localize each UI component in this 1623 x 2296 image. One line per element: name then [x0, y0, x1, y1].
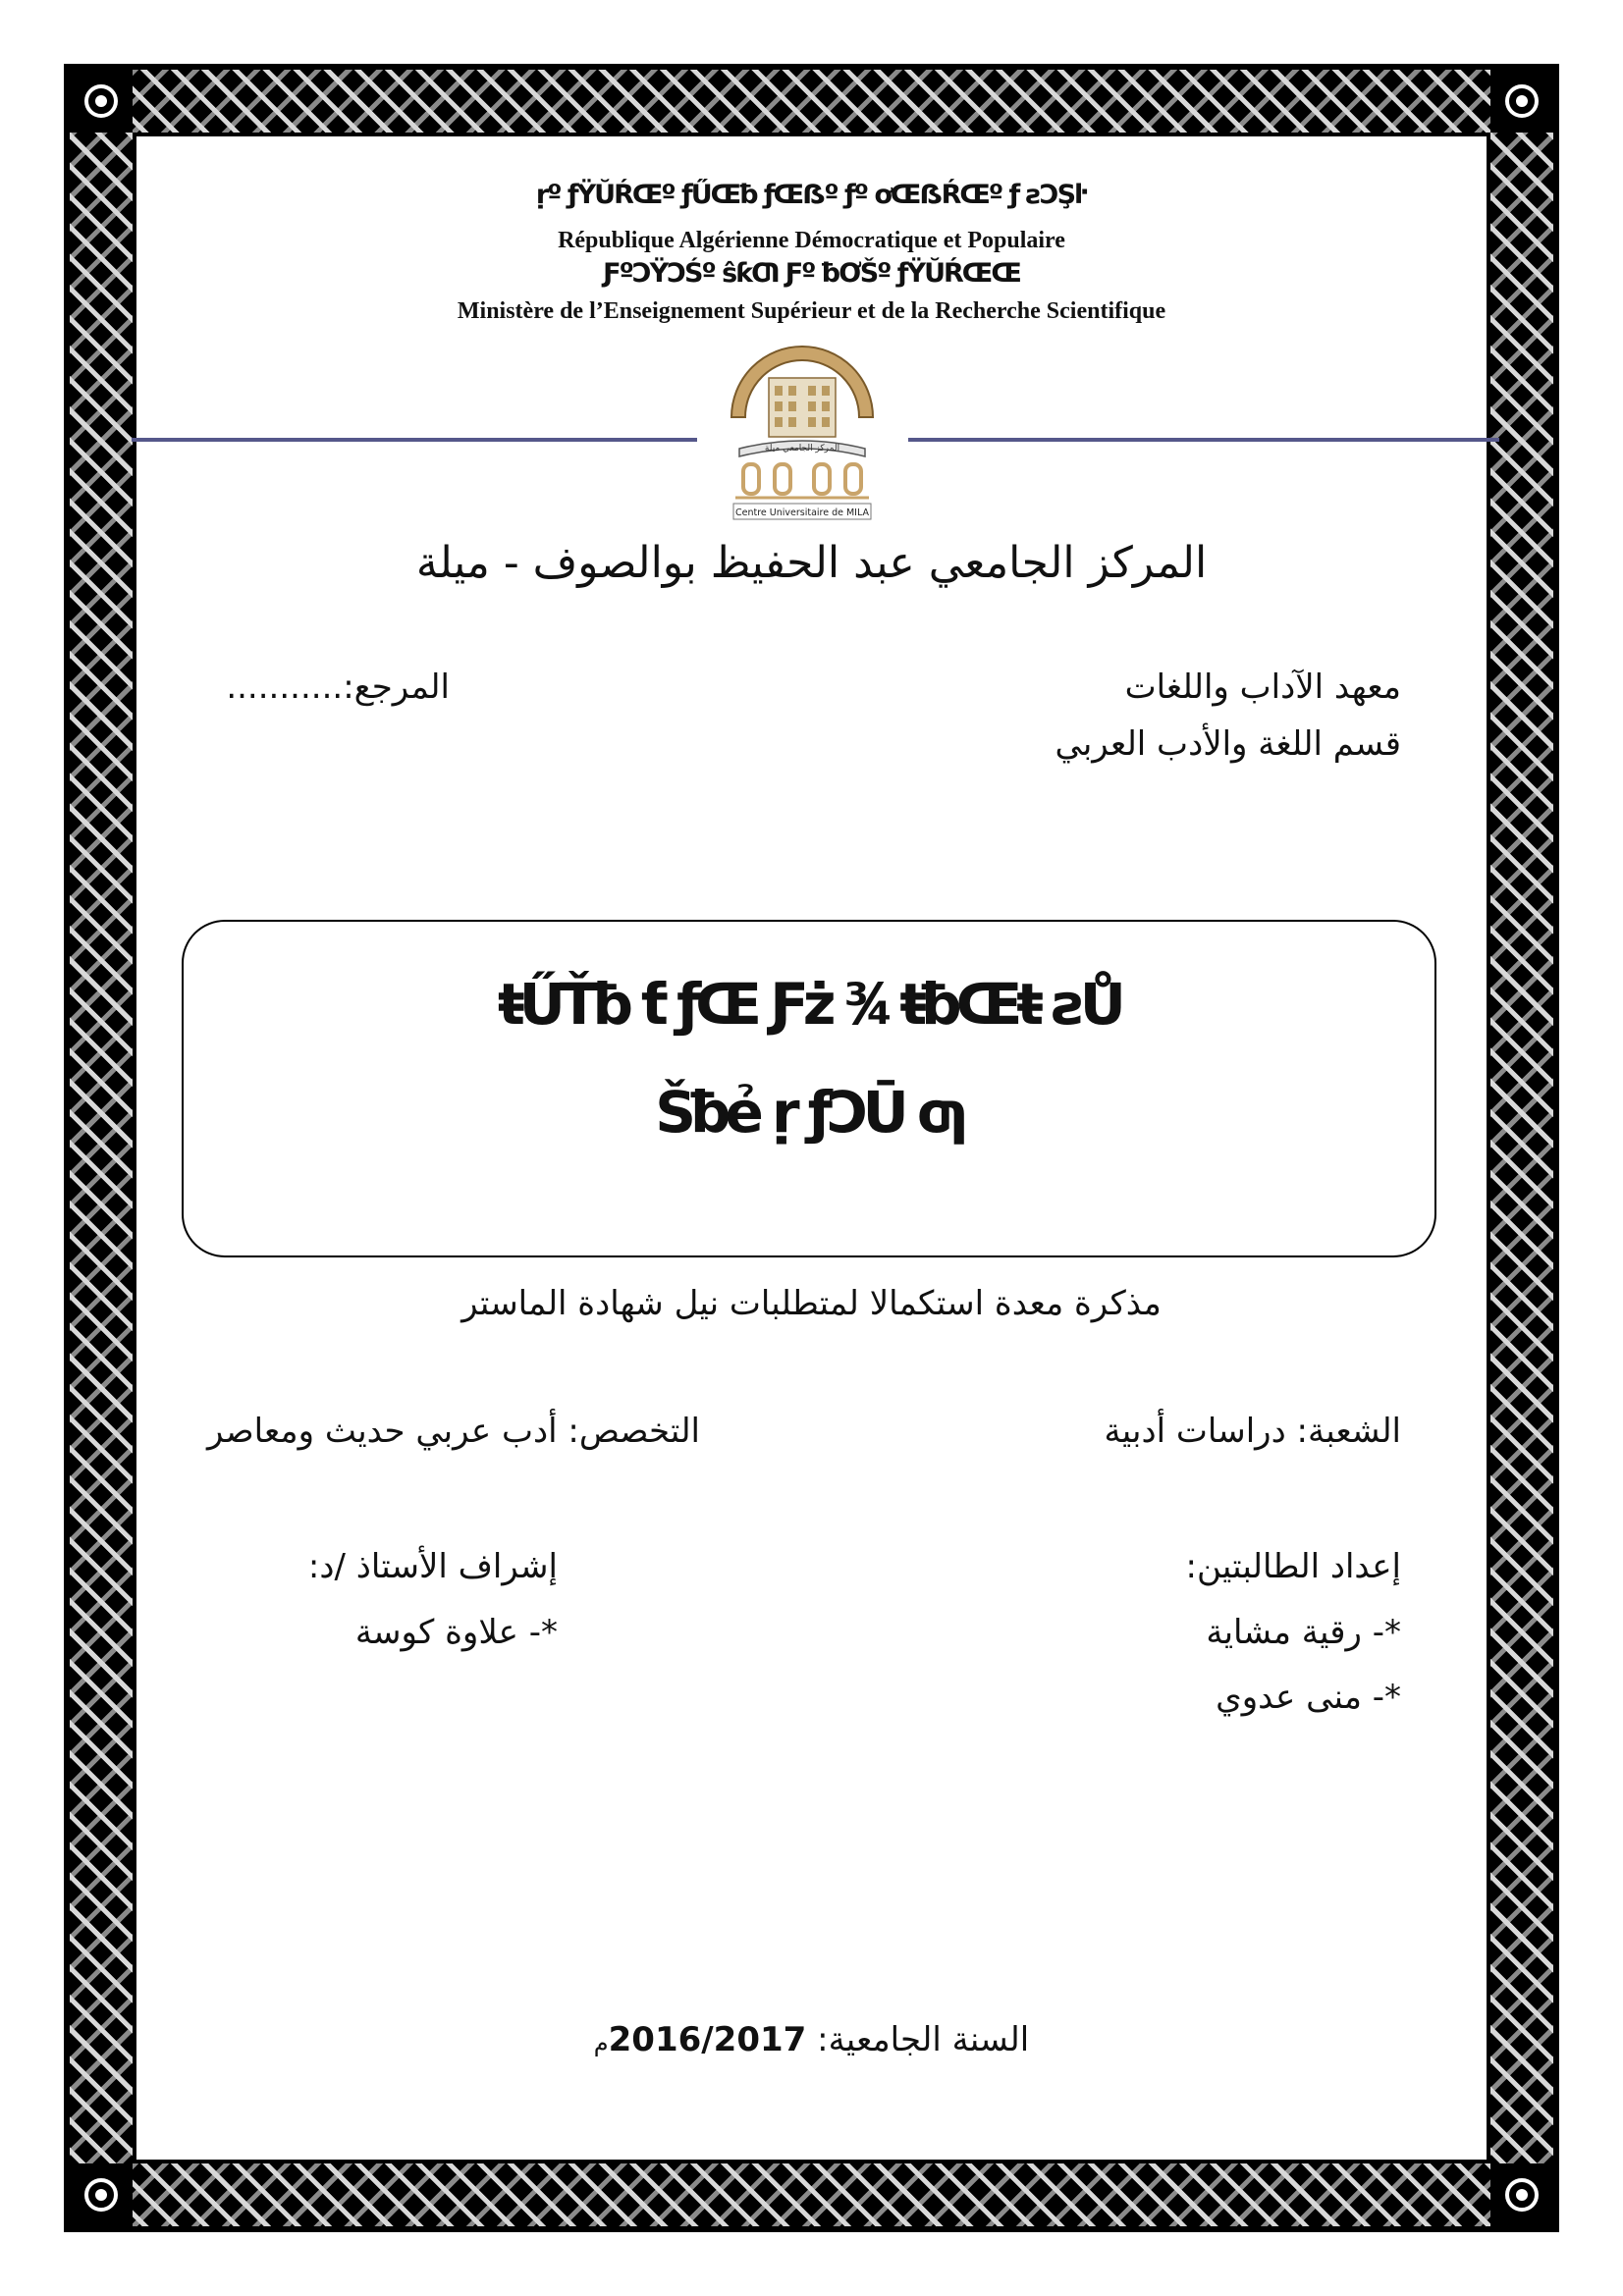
border-rope-bottom [70, 2163, 1553, 2226]
specialty-label: التخصص: أدب عربي حديث ومعاصر [206, 1412, 700, 1451]
corner-ornament-icon [1490, 70, 1553, 133]
academic-year-value: 2016/2017 [608, 2020, 807, 2059]
corner-ornament-icon [70, 2163, 133, 2226]
reference-number: المرجع:........... [226, 667, 450, 707]
university-logo [720, 339, 885, 523]
institute-name: معهد الآداب واللغات [1124, 667, 1401, 707]
header-rule-right [908, 438, 1499, 442]
supervisor-label: إشراف الأستاذ /د: [307, 1547, 558, 1586]
thesis-title-box [182, 920, 1436, 1257]
branch-label: الشعبة: دراسات أدبية [1104, 1412, 1401, 1451]
academic-year [0, 2020, 1623, 2059]
corner-ornament-icon [1490, 2163, 1553, 2226]
country-name-french: République Algérienne Démocratique et Populaire [558, 228, 1065, 253]
ministry-name-arabic: ƑºƆŸƆŚº ŝƙƢ Ƒº ƀƠŠº ƒŸŬŔŒŒ [603, 258, 1020, 289]
department-name: قسم اللغة والأدب العربي [1055, 724, 1401, 764]
supervisor-name: *- علاوة كوسة [354, 1613, 558, 1652]
logo-arabic-text: المركز الجامعي ميلة [764, 444, 840, 454]
border-rope-right [1490, 70, 1553, 2226]
ministry-name-french: Ministère de l’Enseignement Supérieur et de la Recherche Scientifique [457, 298, 1166, 324]
header-rule-left [132, 438, 697, 442]
logo-caption: Centre Universitaire de MILA [734, 507, 870, 518]
memo-description: مذكرة معدة استكمالا لمتطلبات نيل شهادة الماستر [461, 1284, 1162, 1323]
center-name: المركز الجامعي عبد الحفيظ بوالصوف - ميلة [415, 538, 1208, 588]
corner-ornament-icon [70, 70, 133, 133]
student-2: *- منى عدوي [1216, 1678, 1401, 1717]
thesis-title-line-2: Šƀẻ ṛ ƒƆŪ ƣ [655, 1079, 963, 1146]
thesis-title-line-1: ŧŰŤƀ ƭ ƒŒ Ƒż ³⁄₄ ŧƀŒŧ ƨŮ [498, 971, 1120, 1038]
academic-year-label: السنة الجامعية: [817, 2020, 1030, 2059]
academic-year-suffix: م [593, 2029, 609, 2056]
country-name-arabic: ṛº ƒŸŬŔŒº ƒŰŒƀ ƒŒẞº ƒº ơŒẞŔŒº ƒ ƨƆŞŀ [535, 180, 1088, 210]
student-1: *- رقية مشاية [1206, 1613, 1401, 1652]
students-label: إعداد الطالبتين: [1185, 1547, 1401, 1586]
border-rope-top [70, 70, 1553, 133]
border-rope-left [70, 70, 133, 2226]
